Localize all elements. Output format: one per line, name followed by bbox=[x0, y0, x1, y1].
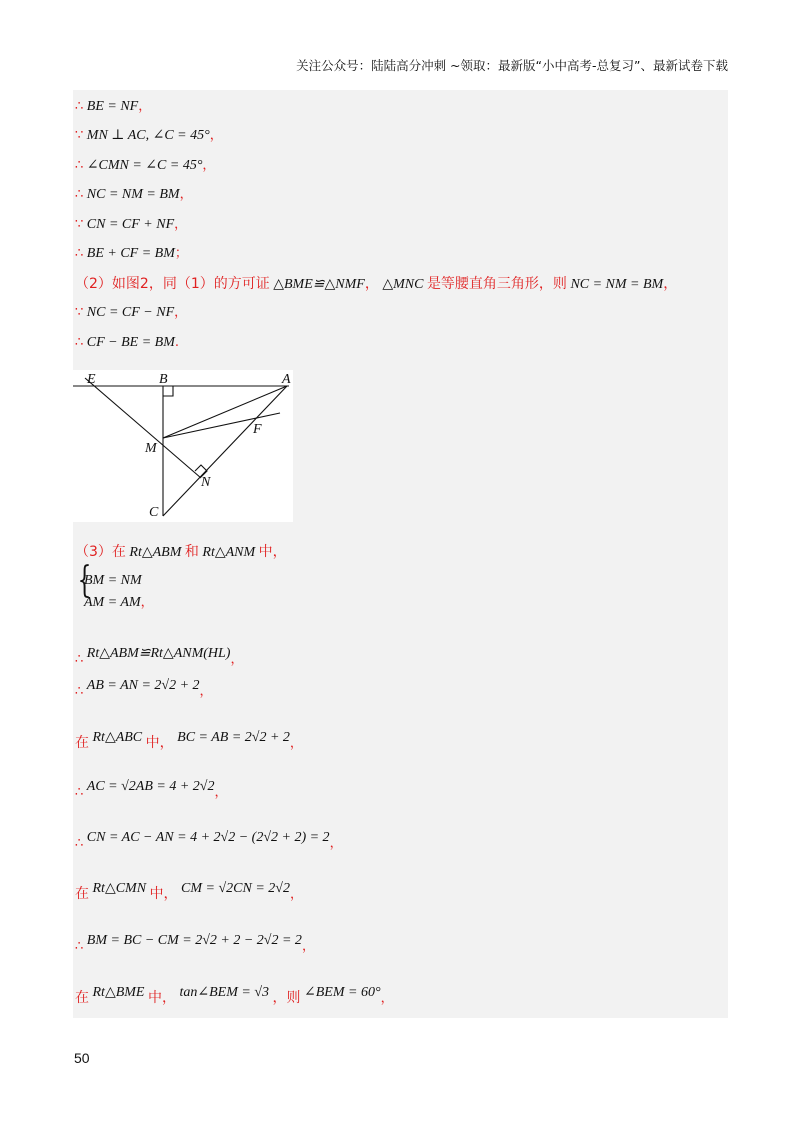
punct: ， bbox=[214, 785, 228, 800]
math-expr: Rt△ABM bbox=[129, 545, 182, 560]
math-expr: CN = CF + NF bbox=[86, 217, 175, 232]
math-expr: Rt△ABC bbox=[92, 730, 143, 745]
punct: ， bbox=[380, 991, 394, 1006]
text-part: 在 bbox=[75, 990, 89, 1006]
page-number: 50 bbox=[74, 1050, 90, 1066]
therefore-symbol: ∴ bbox=[75, 652, 84, 667]
therefore-symbol: ∴ bbox=[75, 158, 84, 173]
step-line-18 bbox=[75, 932, 315, 954]
label-c: C bbox=[149, 505, 159, 520]
math-expr: CF − BE = BM bbox=[86, 335, 175, 350]
right-angle-b bbox=[163, 386, 173, 396]
step-line-6 bbox=[75, 245, 188, 263]
step-line-9 bbox=[75, 334, 179, 352]
step-line-3 bbox=[75, 157, 215, 175]
punct: ， bbox=[174, 305, 188, 320]
step-line-7 bbox=[75, 275, 677, 294]
punct: ； bbox=[174, 246, 188, 261]
step-line-12 bbox=[75, 645, 244, 667]
step-line-10 bbox=[75, 543, 287, 562]
text-part: 中， bbox=[149, 886, 178, 902]
because-symbol: ∵ bbox=[75, 305, 84, 320]
math-expr: NC = CF − NF bbox=[86, 305, 175, 320]
math-expr: Rt△ANM bbox=[202, 545, 256, 560]
math-expr: BM = NM bbox=[84, 573, 142, 588]
therefore-symbol: ∴ bbox=[75, 246, 84, 261]
therefore-symbol: ∴ bbox=[75, 684, 84, 699]
math-expr: BE = NF bbox=[86, 99, 139, 114]
label-f: F bbox=[253, 422, 262, 437]
text-part: （2）如图2，同（1）的方可证 bbox=[75, 276, 270, 292]
punct: ， bbox=[209, 128, 223, 143]
because-symbol: ∵ bbox=[75, 128, 84, 143]
math-expr: BC = AB = 2√2 + 2 bbox=[177, 730, 290, 745]
math-expr: △MNC bbox=[382, 277, 424, 292]
system-line-2 bbox=[84, 594, 154, 612]
math-expr: △BME≌△NMF bbox=[273, 277, 365, 292]
text-part: （3）在 bbox=[75, 544, 126, 560]
system-line-1 bbox=[84, 572, 142, 590]
text-part: ， bbox=[364, 276, 379, 292]
step-line-5 bbox=[75, 216, 187, 234]
punct: ， bbox=[289, 736, 303, 751]
line-mf bbox=[163, 413, 280, 438]
step-line-1 bbox=[75, 98, 151, 116]
math-expr: BE + CF = BM bbox=[86, 246, 175, 261]
math-expr: MN ⊥ AC, ∠C = 45° bbox=[86, 128, 210, 143]
page-header: 关注公众号：陆陆高分冲刺 ~领取：最新版“小中高考-总复习”、最新试卷下载 bbox=[296, 58, 728, 73]
punct: ， bbox=[202, 158, 216, 173]
punct: ， bbox=[301, 939, 315, 954]
math-expr: AC = √2AB = 4 + 2√2 bbox=[86, 779, 215, 794]
math-expr: ∠CMN = ∠C = 45° bbox=[86, 158, 203, 173]
therefore-symbol: ∴ bbox=[75, 187, 84, 202]
therefore-symbol: ∴ bbox=[75, 99, 84, 114]
line-ma bbox=[163, 386, 287, 438]
text-part: 是等腰直角三角形，则 bbox=[426, 276, 567, 292]
because-symbol: ∵ bbox=[75, 217, 84, 232]
punct: ， bbox=[199, 684, 213, 699]
math-expr: CN = AC − AN = 4 + 2√2 − (2√2 + 2) = 2 bbox=[86, 830, 330, 845]
punct: ， bbox=[174, 217, 188, 232]
label-a: A bbox=[282, 372, 291, 387]
step-line-13 bbox=[75, 677, 213, 699]
therefore-symbol: ∴ bbox=[75, 785, 84, 800]
math-expr: tan∠BEM = √3 bbox=[179, 985, 270, 1000]
label-b: B bbox=[159, 372, 168, 387]
math-expr: AM = AM bbox=[84, 595, 141, 610]
math-expr: Rt△ABM≌Rt△ANM(HL) bbox=[86, 646, 231, 661]
math-expr: NC = NM = BM bbox=[86, 187, 180, 202]
math-expr: Rt△CMN bbox=[92, 881, 147, 896]
punct: ， bbox=[140, 595, 154, 610]
step-line-14 bbox=[75, 728, 303, 751]
step-line-2 bbox=[75, 127, 223, 145]
text-part: 中， bbox=[147, 990, 176, 1006]
punct: ， bbox=[138, 99, 152, 114]
label-n: N bbox=[201, 475, 211, 490]
step-line-4 bbox=[75, 186, 193, 204]
geometry-figure bbox=[73, 370, 293, 522]
system-brace: { bbox=[77, 560, 92, 601]
math-expr: ∠BEM = 60° bbox=[304, 985, 381, 1000]
therefore-symbol: ∴ bbox=[75, 836, 84, 851]
label-m: M bbox=[145, 441, 157, 456]
text-part: ，则 bbox=[272, 990, 301, 1006]
text-part: 中， bbox=[258, 544, 287, 560]
step-line-19 bbox=[75, 983, 394, 1006]
text-part: 和 bbox=[184, 544, 199, 560]
therefore-symbol: ∴ bbox=[75, 939, 84, 954]
math-expr: BM = BC − CM = 2√2 + 2 − 2√2 = 2 bbox=[86, 933, 302, 948]
punct: . bbox=[174, 335, 180, 350]
step-line-17 bbox=[75, 879, 303, 902]
text-part: 在 bbox=[75, 735, 89, 751]
step-line-15 bbox=[75, 778, 228, 800]
math-expr: Rt△BME bbox=[92, 985, 145, 1000]
therefore-symbol: ∴ bbox=[75, 335, 84, 350]
punct: ， bbox=[230, 652, 244, 667]
punct: ， bbox=[179, 187, 193, 202]
text-part: 在 bbox=[75, 886, 89, 902]
text-part: 中， bbox=[145, 735, 174, 751]
math-expr: CM = √2CN = 2√2 bbox=[181, 881, 290, 896]
step-line-8 bbox=[75, 304, 187, 322]
punct: ， bbox=[329, 836, 343, 851]
line-em bbox=[85, 378, 201, 478]
label-e: E bbox=[87, 372, 96, 387]
text-part: ， bbox=[663, 276, 678, 292]
punct: ， bbox=[289, 887, 303, 902]
figure-svg bbox=[73, 370, 293, 522]
step-line-16 bbox=[75, 829, 343, 851]
math-expr: NC = NM = BM bbox=[570, 277, 664, 292]
line-ca bbox=[163, 386, 287, 516]
math-expr: AB = AN = 2√2 + 2 bbox=[86, 678, 200, 693]
